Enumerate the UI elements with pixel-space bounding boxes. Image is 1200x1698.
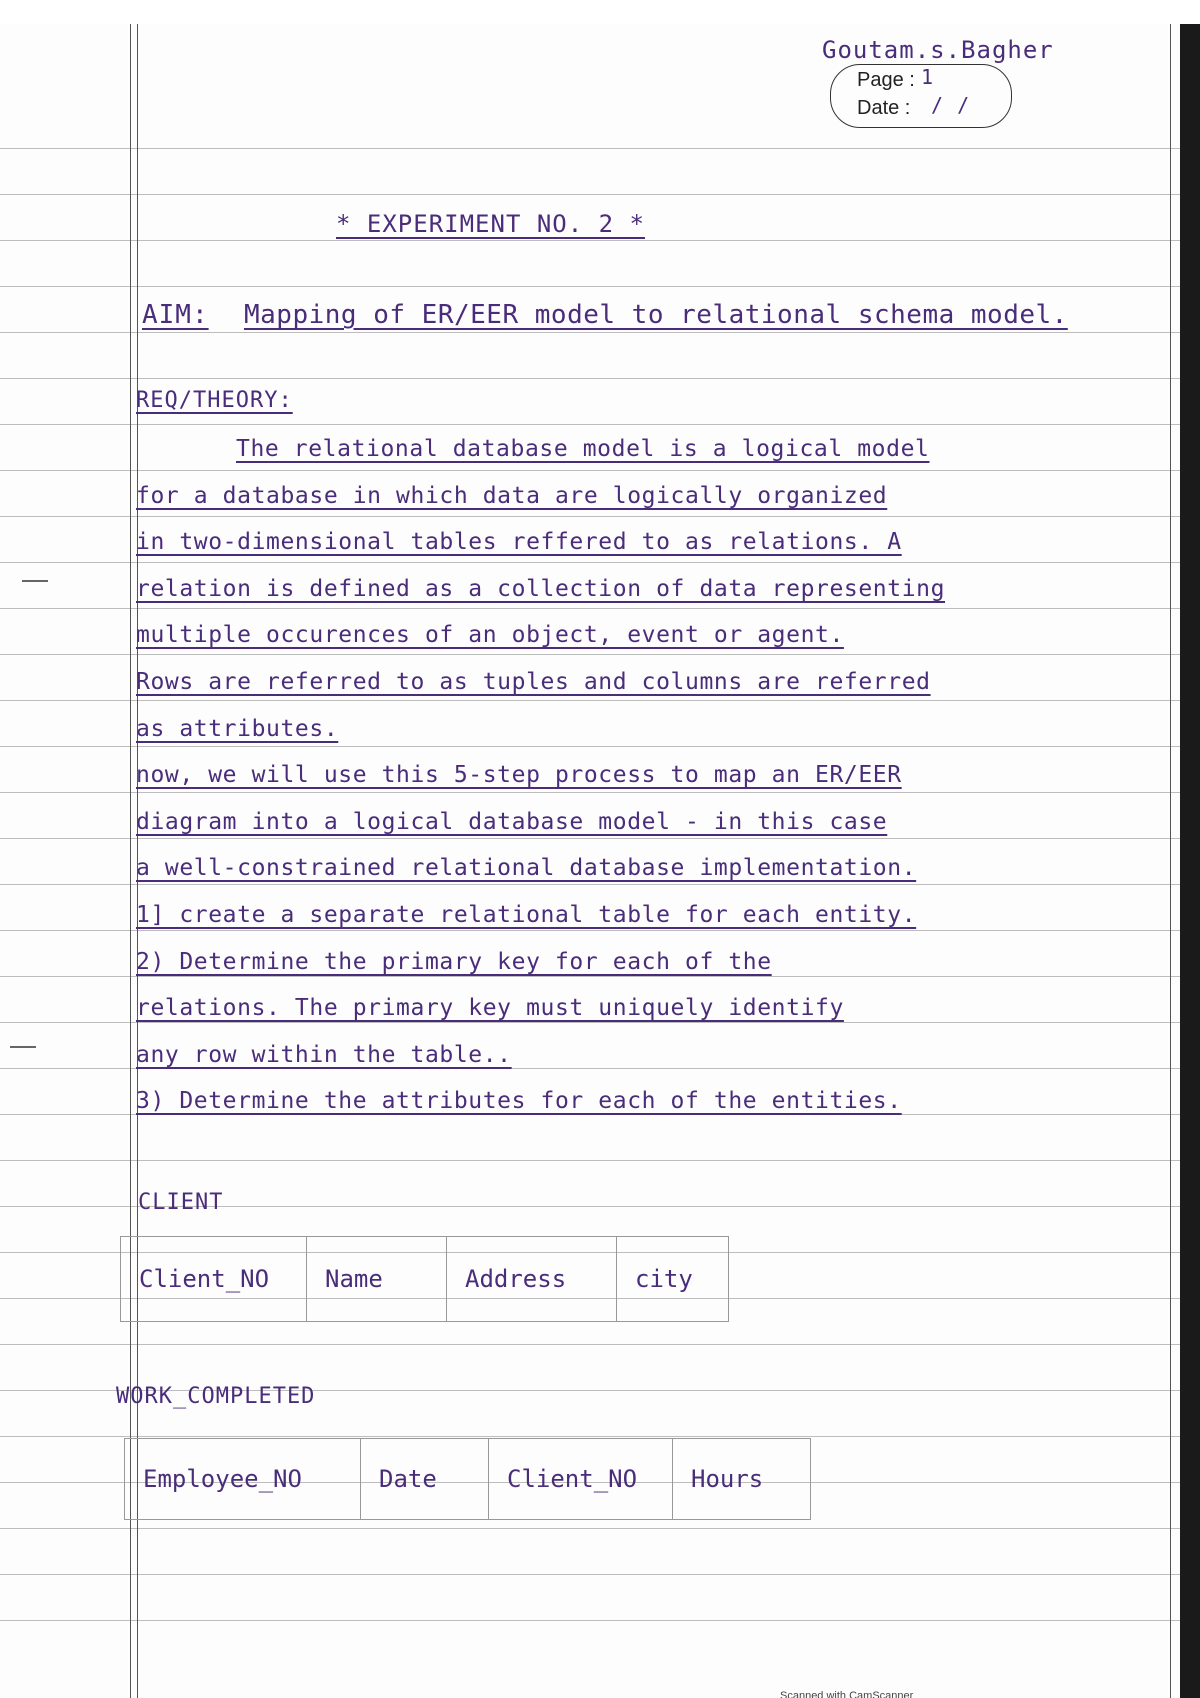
notebook-page <box>0 24 1180 1698</box>
ruled-line <box>0 1068 1180 1069</box>
client-table-name: CLIENT <box>138 1190 224 1215</box>
author-name: Goutam.s.Bagher <box>822 36 1054 64</box>
ruled-line <box>0 378 1180 379</box>
ruled-line <box>0 1022 1180 1023</box>
ruled-line <box>0 608 1180 609</box>
ruled-line <box>0 1528 1180 1529</box>
client-column-header: Name <box>307 1237 447 1321</box>
ruled-line <box>0 516 1180 517</box>
ruled-line <box>0 792 1180 793</box>
ruled-line <box>0 746 1180 747</box>
theory-line: in two-dimensional tables reffered to as relations. A <box>136 529 902 556</box>
theory-line: 3) Determine the attributes for each of the entities. <box>136 1088 902 1115</box>
theory-line: multiple occurences of an object, event or agent. <box>136 622 844 649</box>
ruled-line <box>0 1160 1180 1161</box>
ruled-line <box>0 148 1180 149</box>
theory-line: 1] create a separate relational table for each entity. <box>136 902 917 928</box>
theory-line: for a database in which data are logically organized <box>136 482 888 509</box>
page-date-stamp <box>830 64 1012 128</box>
work-completed-column-header: Client_NO <box>489 1439 673 1519</box>
ruled-line <box>0 976 1180 977</box>
work-completed-column-header: Date <box>361 1439 489 1519</box>
page-value: 1 <box>921 65 935 89</box>
work-completed-column-header: Hours <box>673 1439 811 1519</box>
ruled-line <box>0 240 1180 241</box>
work-completed-table <box>124 1438 811 1520</box>
ruled-line <box>0 700 1180 701</box>
ruled-line <box>0 332 1180 333</box>
client-column-header: Address <box>447 1237 617 1321</box>
work-completed-column-header: Employee_NO <box>125 1439 361 1519</box>
ruled-line <box>0 1436 1180 1437</box>
theory-line: relation is defined as a collection of data representing <box>136 575 946 602</box>
work-completed-table-name: WORK_COMPLETED <box>116 1384 316 1409</box>
client-column-header: city <box>617 1237 729 1321</box>
ruled-line <box>0 562 1180 563</box>
ruled-line <box>0 930 1180 931</box>
client-table <box>120 1236 729 1322</box>
ruled-line <box>0 884 1180 885</box>
theory-line: as attributes. <box>136 715 339 742</box>
date-label: Date : <box>857 97 911 119</box>
margin-line-right <box>1170 24 1171 1698</box>
client-column-header: Client_NO <box>121 1237 307 1321</box>
ruled-line <box>0 654 1180 655</box>
theory-label: REQ/THEORY: <box>136 388 293 413</box>
theory-line: any row within the table.. <box>136 1041 512 1068</box>
experiment-title: * EXPERIMENT NO. 2 * <box>336 210 645 238</box>
ruled-line <box>0 1620 1180 1621</box>
theory-line: relations. The primary key must uniquely identify <box>136 995 844 1022</box>
page-shadow-edge <box>1180 24 1200 1698</box>
theory-line: diagram into a logical database model - in this case <box>136 808 888 835</box>
page-label: Page : <box>857 69 915 91</box>
aim-label: AIM: <box>142 300 209 330</box>
theory-line: now, we will use this 5-step process to map an ER/EER <box>136 762 902 789</box>
ruled-line <box>0 1574 1180 1575</box>
ruled-line <box>0 286 1180 287</box>
ruled-line <box>0 1344 1180 1345</box>
theory-line: a well-constrained relational database implementation. <box>136 855 917 882</box>
theory-line: Rows are referred to as tuples and columns are referred <box>136 669 931 695</box>
aim-text: Mapping of ER/EER model to relational schema model. <box>244 300 1068 330</box>
theory-line: 2) Determine the primary key for each of the <box>136 948 772 975</box>
date-value: / / <box>931 93 971 117</box>
ruled-line <box>0 470 1180 471</box>
scanner-watermark: Scanned with CamScanner <box>780 1690 914 1698</box>
ruled-line <box>0 194 1180 195</box>
theory-line: The relational database model is a logical model <box>236 436 930 462</box>
hole-punch-mark <box>22 580 48 582</box>
hole-punch-mark <box>10 1046 36 1048</box>
ruled-line <box>0 424 1180 425</box>
ruled-line <box>0 838 1180 839</box>
